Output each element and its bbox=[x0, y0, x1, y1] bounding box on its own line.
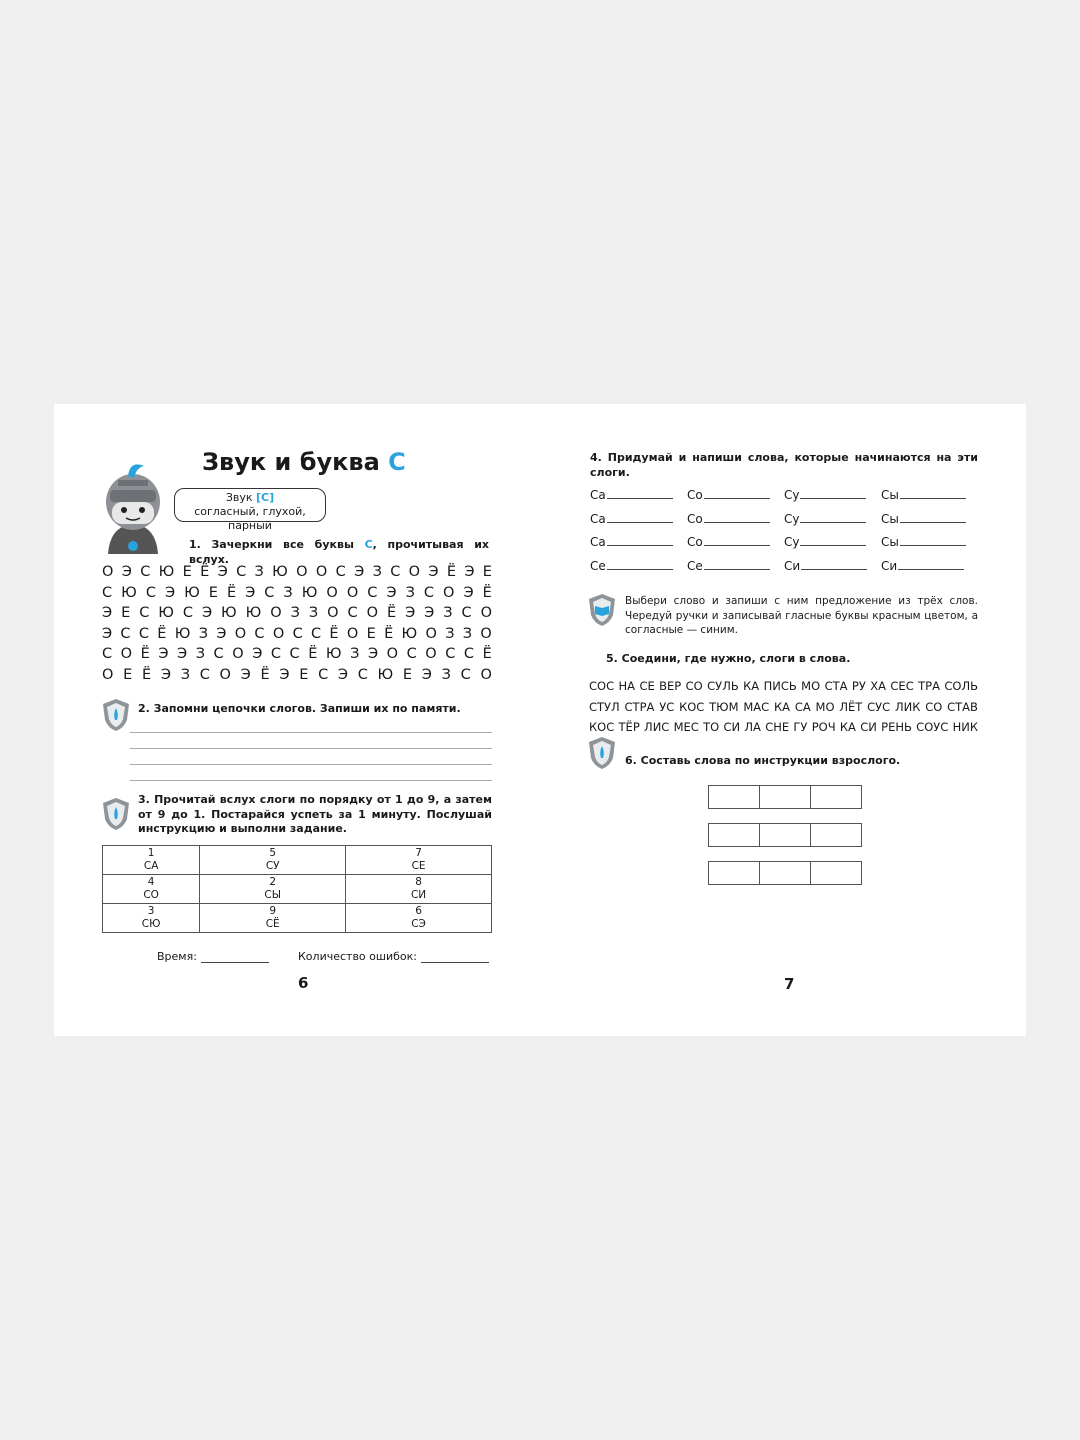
letter[interactable]: Э bbox=[424, 605, 435, 621]
letter[interactable]: Э bbox=[177, 646, 188, 662]
syllable[interactable]: СИ bbox=[723, 720, 741, 734]
cell-syllable: СЫ bbox=[264, 889, 281, 901]
letter[interactable]: Ю bbox=[401, 625, 418, 642]
fill-syllable: Си bbox=[784, 558, 801, 573]
letter[interactable]: Е bbox=[123, 666, 133, 683]
letter[interactable]: Ё bbox=[386, 605, 397, 621]
letter[interactable]: Э bbox=[386, 584, 397, 601]
fill-syllable: Се bbox=[687, 558, 703, 573]
cell-number: 2 bbox=[269, 876, 277, 888]
book-shield-icon bbox=[588, 593, 616, 631]
cell-syllable: СЕ bbox=[411, 860, 426, 872]
letter[interactable]: Ю bbox=[377, 666, 394, 683]
word-boxes-3[interactable] bbox=[709, 861, 862, 885]
letter[interactable]: О bbox=[270, 605, 282, 621]
table-cell bbox=[346, 875, 492, 904]
task-5: 5. Соедини, где нужно, слоги в слова. bbox=[606, 652, 851, 665]
letter[interactable]: С bbox=[357, 666, 368, 683]
letter[interactable]: О bbox=[443, 584, 455, 601]
letter[interactable]: С bbox=[445, 646, 456, 662]
letter[interactable]: О bbox=[480, 625, 492, 642]
letter[interactable]: Ё bbox=[384, 625, 394, 642]
letter[interactable]: С bbox=[102, 646, 113, 662]
fill-syllable: Сы bbox=[881, 535, 899, 549]
syllable[interactable]: ТЮМ bbox=[709, 699, 739, 714]
cell-syllable: СЭ bbox=[411, 918, 426, 930]
fill-syllable: Сы bbox=[881, 511, 899, 526]
letter[interactable]: З bbox=[443, 605, 453, 621]
letter[interactable]: О bbox=[102, 666, 114, 683]
syllable[interactable]: РУ bbox=[851, 679, 866, 693]
fill-syllable: Со bbox=[687, 488, 703, 502]
letter[interactable]: Э bbox=[164, 584, 176, 601]
cell-syllable: СУ bbox=[265, 860, 280, 872]
letter-row bbox=[102, 665, 492, 686]
letter[interactable]: Э bbox=[160, 666, 171, 683]
fill-row bbox=[590, 529, 978, 553]
letter[interactable]: С bbox=[423, 584, 434, 601]
syllable-row bbox=[589, 697, 978, 718]
task-2: 2. Запомни цепочки слогов. Запиши их по памяти. bbox=[138, 702, 461, 715]
syllable[interactable]: ПИСЬ bbox=[763, 679, 797, 693]
page-number-right: 7 bbox=[784, 975, 795, 993]
letter[interactable]: З bbox=[195, 646, 205, 662]
letter[interactable]: Э bbox=[463, 584, 474, 601]
cell-number: 7 bbox=[415, 847, 422, 859]
table-cell bbox=[346, 846, 492, 875]
letter[interactable]: Э bbox=[354, 564, 365, 580]
syllable-row bbox=[589, 676, 978, 697]
syllable[interactable]: КОС bbox=[589, 720, 615, 734]
syllable[interactable]: МЕС bbox=[673, 720, 699, 734]
bubble-label: Звук bbox=[225, 491, 257, 504]
letter[interactable]: Ю bbox=[325, 646, 342, 662]
syllable[interactable]: ЛИК bbox=[894, 699, 921, 714]
letter[interactable]: З bbox=[254, 564, 264, 580]
fill-line[interactable] bbox=[607, 498, 673, 499]
letter-row bbox=[102, 583, 492, 604]
letter[interactable]: С bbox=[264, 584, 275, 601]
letter[interactable]: С bbox=[390, 564, 401, 580]
page-number-left: 6 bbox=[298, 974, 309, 992]
letter[interactable]: Э bbox=[252, 646, 263, 662]
cell-number: 5 bbox=[269, 847, 277, 859]
cell-syllable: СЁ bbox=[265, 918, 280, 930]
fill-syllable: Сы bbox=[881, 488, 899, 502]
letter[interactable]: З bbox=[441, 666, 451, 683]
fill-item[interactable] bbox=[784, 506, 881, 526]
cell-syllable: СА bbox=[143, 860, 159, 872]
fill-item[interactable] bbox=[687, 482, 784, 502]
letter[interactable]: Ё bbox=[329, 625, 339, 642]
letter[interactable]: Ю bbox=[272, 564, 288, 580]
cell-syllable: СЮ bbox=[141, 918, 161, 930]
letter[interactable]: Ё bbox=[482, 646, 492, 662]
letter[interactable]: Э bbox=[158, 646, 169, 662]
syllable[interactable]: СТУЛ bbox=[589, 699, 620, 714]
syllable[interactable]: СОС bbox=[589, 679, 615, 693]
letter[interactable]: З bbox=[372, 564, 382, 580]
syllable[interactable]: ВЕР bbox=[659, 679, 682, 693]
fill-item[interactable] bbox=[881, 482, 978, 502]
letter-row bbox=[102, 624, 492, 645]
title-letter: С bbox=[388, 448, 406, 476]
letter[interactable]: Э bbox=[245, 584, 256, 601]
syllable[interactable]: ТО bbox=[703, 720, 720, 734]
letter[interactable]: Ю bbox=[158, 605, 174, 621]
letter[interactable]: О bbox=[480, 605, 492, 621]
letter[interactable]: С bbox=[335, 564, 346, 580]
letter[interactable]: Э bbox=[102, 605, 113, 621]
fill-syllable: Су bbox=[784, 511, 800, 526]
letter[interactable]: О bbox=[408, 564, 421, 580]
letter[interactable]: З bbox=[198, 625, 208, 642]
letter[interactable]: О bbox=[120, 646, 133, 662]
table-cell bbox=[346, 904, 492, 933]
letter[interactable]: С bbox=[367, 584, 378, 601]
cell-number: 1 bbox=[147, 847, 155, 859]
letter[interactable]: Ё bbox=[446, 564, 457, 580]
letter[interactable]: Э bbox=[337, 666, 349, 683]
letter[interactable]: О bbox=[346, 625, 359, 642]
bubble-sound: [С] bbox=[256, 491, 275, 504]
letter[interactable]: З bbox=[290, 605, 300, 621]
letter[interactable]: З bbox=[462, 625, 473, 642]
letter[interactable]: О bbox=[480, 666, 492, 683]
letter[interactable]: Э bbox=[421, 666, 432, 683]
fill-item[interactable] bbox=[784, 482, 881, 502]
letter[interactable]: Е bbox=[482, 564, 492, 580]
letter[interactable]: Е bbox=[299, 666, 309, 683]
letter[interactable]: Э bbox=[121, 564, 132, 580]
syllable[interactable]: КА bbox=[839, 720, 856, 734]
letter[interactable]: С bbox=[270, 646, 281, 662]
letter[interactable]: Ю bbox=[121, 584, 137, 601]
letter[interactable]: З bbox=[308, 605, 319, 621]
syllable[interactable]: КА bbox=[773, 699, 790, 714]
letter[interactable]: Е bbox=[121, 605, 131, 621]
fill-line[interactable] bbox=[704, 545, 770, 546]
syllable-table bbox=[102, 845, 492, 933]
syllable[interactable]: СТРА bbox=[624, 699, 655, 714]
letter[interactable]: С bbox=[199, 666, 210, 683]
mic-shield-icon bbox=[588, 736, 616, 774]
letter[interactable]: Э bbox=[279, 666, 290, 683]
table-cell bbox=[200, 846, 346, 875]
fill-line[interactable] bbox=[704, 498, 770, 499]
fill-line[interactable] bbox=[801, 569, 867, 570]
cell-syllable: СО bbox=[143, 889, 159, 901]
bubble-description: согласный, глухой, парный bbox=[194, 505, 306, 532]
write-line[interactable] bbox=[130, 748, 492, 749]
letter[interactable]: С bbox=[461, 605, 472, 621]
letter[interactable]: О bbox=[346, 584, 359, 601]
syllable[interactable]: СЕС bbox=[890, 679, 914, 693]
cell-number: 9 bbox=[269, 905, 277, 917]
letter[interactable]: Ё bbox=[226, 584, 237, 601]
fill-line[interactable] bbox=[800, 498, 866, 499]
syllable[interactable]: РОЧ bbox=[811, 720, 836, 734]
table-cell bbox=[200, 904, 346, 933]
table-row bbox=[103, 904, 492, 933]
letter[interactable]: Ё bbox=[142, 666, 152, 683]
syllable[interactable]: СОЛЬ bbox=[944, 679, 978, 693]
letter[interactable]: Е bbox=[208, 584, 218, 601]
syllable[interactable]: СУЛЬ bbox=[707, 679, 739, 693]
page-title: Звук и буква С bbox=[202, 448, 406, 476]
syllable[interactable]: РЕНЬ bbox=[881, 720, 912, 734]
table-cell bbox=[103, 846, 200, 875]
cell-number: 8 bbox=[415, 876, 422, 888]
fill-syllable: Са bbox=[590, 511, 606, 526]
fill-line[interactable] bbox=[900, 498, 966, 499]
table-row bbox=[103, 875, 492, 904]
letter[interactable]: З bbox=[283, 584, 293, 601]
letter[interactable]: З bbox=[405, 584, 415, 601]
letter[interactable]: Э bbox=[240, 666, 251, 683]
letter[interactable]: З bbox=[350, 646, 360, 662]
letter[interactable]: О bbox=[219, 666, 231, 683]
syllable[interactable]: СО bbox=[685, 679, 703, 693]
syllable[interactable]: ХА bbox=[870, 679, 886, 693]
shield-icon bbox=[102, 797, 130, 835]
fill-syllable: Си bbox=[881, 558, 898, 573]
letter[interactable]: О bbox=[366, 605, 379, 621]
fill-syllable: Се bbox=[590, 558, 606, 573]
cell-syllable: СИ bbox=[410, 889, 427, 901]
letter[interactable]: Е bbox=[366, 625, 376, 642]
shield-icon bbox=[102, 698, 130, 736]
fill-item[interactable] bbox=[784, 553, 881, 573]
fill-item[interactable] bbox=[881, 506, 978, 526]
letter[interactable]: С bbox=[213, 646, 224, 662]
word-boxes-2[interactable] bbox=[709, 823, 862, 847]
fill-row bbox=[590, 506, 978, 530]
syllable[interactable]: СТАВ bbox=[947, 699, 978, 714]
fill-line[interactable] bbox=[800, 522, 866, 523]
letter[interactable]: С bbox=[347, 605, 358, 621]
letter[interactable]: С bbox=[292, 625, 303, 642]
letter[interactable]: Ю bbox=[184, 584, 200, 601]
syllable[interactable]: ГУ bbox=[793, 720, 808, 734]
letter[interactable]: Э bbox=[464, 564, 475, 580]
fill-row bbox=[590, 482, 978, 506]
write-line[interactable] bbox=[130, 780, 492, 781]
syllable[interactable]: СОУС bbox=[916, 720, 949, 734]
letter[interactable]: Э bbox=[201, 605, 213, 621]
letter[interactable]: С bbox=[318, 666, 329, 683]
letter[interactable]: Э bbox=[102, 625, 113, 642]
letter[interactable]: С bbox=[236, 564, 247, 580]
letter[interactable]: О bbox=[425, 646, 437, 662]
sound-bubble bbox=[174, 488, 326, 532]
fill-line[interactable] bbox=[607, 522, 673, 523]
syllable[interactable]: СИ bbox=[860, 720, 877, 734]
letter[interactable]: О bbox=[315, 564, 328, 580]
fill-line[interactable] bbox=[607, 569, 673, 570]
letter[interactable]: З bbox=[180, 666, 190, 683]
syllable[interactable]: СНЕ bbox=[765, 720, 790, 734]
syllable[interactable]: СТА bbox=[824, 679, 848, 693]
cell-number: 4 bbox=[147, 876, 155, 888]
letter-row bbox=[102, 644, 492, 665]
fill-syllable: Со bbox=[687, 535, 703, 549]
letter[interactable]: Э bbox=[217, 564, 228, 580]
letter[interactable]: С bbox=[310, 625, 322, 642]
cell-number: 3 bbox=[147, 905, 155, 917]
letter[interactable]: С bbox=[102, 584, 113, 601]
letter[interactable]: О bbox=[232, 646, 244, 662]
syllable[interactable]: ТРА bbox=[918, 679, 940, 693]
letter[interactable]: О bbox=[272, 625, 285, 642]
letter[interactable]: Ё bbox=[260, 666, 270, 683]
table-row bbox=[103, 846, 492, 875]
fill-item[interactable] bbox=[881, 529, 978, 549]
write-line[interactable] bbox=[130, 764, 492, 765]
syllable[interactable]: ТЁР bbox=[618, 720, 640, 734]
letter[interactable]: С bbox=[138, 625, 149, 642]
syllable-row bbox=[589, 717, 978, 738]
fill-syllable: Су bbox=[784, 535, 800, 549]
letter[interactable]: Ё bbox=[482, 584, 492, 601]
letter[interactable]: Ю bbox=[301, 584, 318, 601]
letter[interactable]: З bbox=[445, 625, 455, 642]
syllable[interactable]: СО bbox=[925, 699, 943, 714]
book-spread bbox=[54, 404, 1026, 1036]
letter[interactable]: Ю bbox=[174, 625, 191, 642]
word-boxes-1[interactable] bbox=[709, 785, 862, 809]
fill-item[interactable] bbox=[687, 529, 784, 549]
syllable[interactable]: УС bbox=[659, 699, 675, 714]
letter[interactable]: О bbox=[102, 564, 114, 580]
letter[interactable]: О bbox=[327, 605, 339, 621]
letter[interactable]: Е bbox=[182, 564, 192, 580]
fill-line[interactable] bbox=[704, 522, 770, 523]
fill-item[interactable] bbox=[784, 529, 881, 549]
letter[interactable]: Ю bbox=[158, 564, 175, 580]
syllable[interactable]: СУС bbox=[867, 699, 891, 714]
fill-line[interactable] bbox=[900, 522, 966, 523]
fill-item[interactable] bbox=[590, 482, 687, 502]
fill-item[interactable] bbox=[590, 529, 687, 549]
fill-item[interactable] bbox=[687, 553, 784, 573]
syllable[interactable]: МО bbox=[815, 699, 835, 714]
table-cell bbox=[200, 875, 346, 904]
syllable-fill-grid bbox=[590, 482, 978, 576]
letter[interactable]: С bbox=[140, 564, 151, 580]
task-3: 3. Прочитай вслух слоги по порядку от 1 до 9, а затем от 9 до 1. Постарайся успеть за 1 минуту. Послушай инструкцию и выполни задание. bbox=[138, 793, 492, 835]
fill-syllable: Су bbox=[784, 488, 800, 502]
table-cell bbox=[103, 875, 200, 904]
letter[interactable]: Э bbox=[428, 564, 439, 580]
letter-row bbox=[102, 562, 492, 583]
cell-number: 6 bbox=[415, 905, 422, 917]
letter[interactable]: С bbox=[145, 584, 156, 601]
task-4: 4. Придумай и напиши слова, которые начинаются на эти слоги. bbox=[590, 451, 978, 479]
letter[interactable]: С bbox=[120, 625, 131, 642]
letter[interactable]: Ё bbox=[157, 625, 167, 642]
fill-line[interactable] bbox=[800, 545, 866, 546]
fill-item[interactable] bbox=[687, 506, 784, 526]
letter[interactable]: С bbox=[460, 666, 471, 683]
task-1: 1. Зачеркни все буквы С, прочитывая их вслух. bbox=[189, 538, 490, 566]
time-field[interactable] bbox=[157, 950, 269, 963]
syllable[interactable]: ЛЁТ bbox=[839, 699, 863, 714]
fill-line[interactable] bbox=[898, 569, 964, 570]
letter[interactable]: Э bbox=[367, 646, 379, 662]
syllable[interactable]: МАС bbox=[743, 699, 770, 714]
letter[interactable]: Е bbox=[402, 666, 413, 683]
letter[interactable]: Э bbox=[405, 605, 416, 621]
letter[interactable]: С bbox=[182, 605, 194, 621]
letter[interactable]: Ю bbox=[221, 605, 237, 621]
letter[interactable]: О bbox=[425, 625, 437, 642]
fill-syllable: Са bbox=[590, 535, 606, 549]
letter[interactable]: С bbox=[289, 646, 300, 662]
letter[interactable]: С bbox=[139, 605, 150, 621]
letter[interactable]: О bbox=[326, 584, 338, 601]
letter[interactable]: О bbox=[386, 646, 399, 662]
time-label: Время: bbox=[157, 950, 197, 963]
fill-row bbox=[590, 553, 978, 577]
letter[interactable]: С bbox=[254, 625, 265, 642]
fill-item[interactable] bbox=[881, 553, 978, 573]
letter[interactable]: Ю bbox=[245, 605, 262, 621]
task-6: 6. Составь слова по инструкции взрослого. bbox=[625, 754, 901, 767]
letter[interactable]: Ё bbox=[308, 646, 318, 662]
syllable[interactable]: КОС bbox=[679, 699, 705, 714]
knight-mascot-icon bbox=[100, 460, 166, 554]
syllable[interactable]: ЛИС bbox=[644, 720, 670, 734]
syllable-rows bbox=[589, 676, 978, 738]
letter[interactable]: Ё bbox=[200, 564, 210, 580]
instruction-note: Выбери слово и запиши с ним предложение из трёх слов. Чередуй ручки и записывай гласные буквы красным цветом, а согласные — синим. bbox=[625, 595, 978, 636]
fill-line[interactable] bbox=[900, 545, 966, 546]
letter[interactable]: Ё bbox=[140, 646, 150, 662]
letter[interactable]: С bbox=[406, 646, 417, 662]
syllable[interactable]: КА bbox=[743, 679, 760, 693]
fill-line[interactable] bbox=[704, 569, 770, 570]
letter[interactable]: С bbox=[463, 646, 475, 662]
fill-item[interactable] bbox=[590, 553, 687, 573]
syllable[interactable]: СЕ bbox=[639, 679, 655, 693]
errors-label: Количество ошибок: bbox=[298, 950, 417, 963]
syllable[interactable]: МО bbox=[801, 679, 821, 693]
fill-syllable: Со bbox=[687, 511, 703, 526]
write-line[interactable] bbox=[130, 732, 492, 733]
syllable[interactable]: ЛА bbox=[744, 720, 761, 734]
letter-grid bbox=[102, 562, 492, 685]
syllable[interactable]: НА bbox=[618, 679, 636, 693]
letter[interactable]: Э bbox=[216, 625, 227, 642]
letter[interactable]: О bbox=[234, 625, 247, 642]
syllable[interactable]: НИК bbox=[952, 720, 978, 734]
table-cell bbox=[103, 904, 200, 933]
letter[interactable]: О bbox=[296, 564, 308, 580]
letter-row bbox=[102, 603, 492, 624]
fill-syllable: Са bbox=[590, 488, 606, 502]
fill-item[interactable] bbox=[590, 506, 687, 526]
fill-line[interactable] bbox=[607, 545, 673, 546]
errors-field[interactable] bbox=[298, 950, 489, 963]
syllable[interactable]: СА bbox=[794, 699, 811, 714]
